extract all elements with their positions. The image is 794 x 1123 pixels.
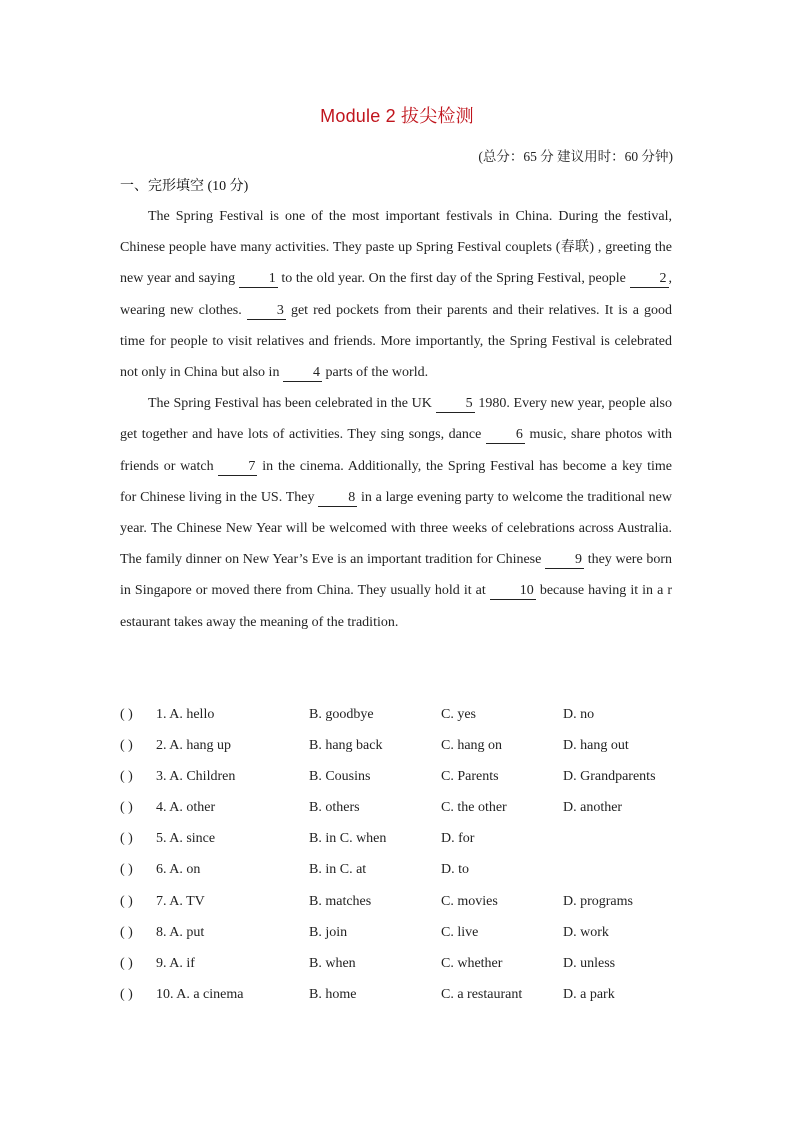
answer-paren[interactable]: ( ) xyxy=(120,738,133,754)
answer-paren[interactable]: ( ) xyxy=(120,986,133,1002)
question-row xyxy=(120,825,680,856)
passage-text: parts of the world. xyxy=(321,365,429,381)
question-row xyxy=(120,794,680,825)
option-a: 4. A. other xyxy=(156,800,216,816)
option-d: D. unless xyxy=(563,955,616,971)
option-a: 6. A. on xyxy=(156,862,201,878)
blank-8: 8 xyxy=(318,490,357,507)
option-b: B. join xyxy=(309,924,348,940)
paragraph-2 xyxy=(120,388,672,638)
question-row xyxy=(120,732,680,763)
question-list xyxy=(120,701,680,1012)
option-c: C. Parents xyxy=(441,769,499,785)
passage-text: , wearing new clothes. xyxy=(120,271,672,318)
answer-paren[interactable]: ( ) xyxy=(120,800,133,816)
option-b: B. home xyxy=(309,986,357,1002)
blank-1: 1 xyxy=(239,271,278,288)
blank-2: 2 xyxy=(630,271,669,288)
question-row xyxy=(120,701,680,732)
option-d: D. a park xyxy=(563,986,615,1002)
blank-10: 10 xyxy=(490,583,536,600)
option-d: D. programs xyxy=(563,893,633,909)
question-row xyxy=(120,981,680,1012)
page-title: Module 2 拔尖检测 xyxy=(320,106,474,126)
answer-paren[interactable]: ( ) xyxy=(120,924,133,940)
option-c: C. hang on xyxy=(441,738,503,754)
option-b: B. goodbye xyxy=(309,707,374,722)
option-c: C. a restaurant xyxy=(441,986,523,1002)
answer-paren[interactable]: ( ) xyxy=(120,955,133,971)
answer-paren[interactable]: ( ) xyxy=(120,893,133,909)
blank-9: 9 xyxy=(545,552,584,569)
option-d: D. another xyxy=(563,800,623,816)
paragraph-1 xyxy=(120,201,672,388)
question-row xyxy=(120,950,680,981)
passage-text: in the cinema. Additionally, the Spring Festival has become a key time for Chinese living in the US. They xyxy=(120,458,673,505)
option-c: C. live xyxy=(441,924,479,940)
blank-4: 4 xyxy=(283,365,322,382)
option-b: B. hang back xyxy=(309,738,383,754)
option-a: 7. A. TV xyxy=(156,893,205,909)
option-d: D. work xyxy=(563,924,609,940)
question-row xyxy=(120,919,680,950)
option-a: 9. A. if xyxy=(156,955,195,971)
option-a: 3. A. Children xyxy=(156,769,236,785)
passage-text: The Spring Festival has been celebrated in the UK xyxy=(148,396,436,412)
passage-text: The Spring Festival is one of the most important festivals in China. During the festival, Chinese people have many activities. They paste up Spring Festival couplets (春联) , greeting the new year and saying xyxy=(120,209,672,287)
option-c: D. to xyxy=(441,862,469,878)
option-a: 5. A. since xyxy=(156,831,216,847)
cloze-passage xyxy=(120,201,672,638)
option-d: D. no xyxy=(563,707,595,722)
option-b: B. matches xyxy=(309,893,372,909)
passage-text: in a large evening party to welcome the traditional new year. The Chinese New Year will be welcomed with three weeks of celebrations across Australia. The family dinner on New Year’s Eve is an important tradition for Chinese xyxy=(120,489,672,568)
option-d: D. Grandparents xyxy=(563,769,656,785)
question-row xyxy=(120,856,680,887)
question-row xyxy=(120,888,680,919)
option-c: C. yes xyxy=(441,707,476,722)
option-b: B. in C. at xyxy=(309,862,367,878)
option-a: 10. A. a cinema xyxy=(156,986,244,1002)
option-c: C. the other xyxy=(441,800,507,816)
blank-7: 7 xyxy=(218,459,257,476)
question-row xyxy=(120,763,680,794)
option-c: C. movies xyxy=(441,893,498,909)
blank-5: 5 xyxy=(436,396,475,413)
passage-text: because having it in a r estaurant takes away the meaning of the tradition. xyxy=(120,583,672,630)
option-b: B. others xyxy=(309,800,360,816)
answer-paren[interactable]: ( ) xyxy=(120,862,133,878)
option-c: D. for xyxy=(441,831,475,847)
option-a: 2. A. hang up xyxy=(156,738,232,754)
option-a: 8. A. put xyxy=(156,924,205,940)
option-a: 1. A. hello xyxy=(156,707,215,722)
passage-text: they were born in Singapore or moved there from China. They usually hold it at xyxy=(120,552,672,599)
option-d: D. hang out xyxy=(563,738,629,754)
option-c: C. whether xyxy=(441,955,503,971)
passage-text: to the old year. On the first day of the Spring Festival, people xyxy=(277,271,630,287)
passage-text: 1980. Every new year, people also get together and have lots of activities. They sing songs, dance xyxy=(120,396,672,443)
passage-text: music, share photos with friends or watch xyxy=(120,427,672,474)
score-time-info: (总分：65 分 建议用时：60 分钟) xyxy=(478,149,673,164)
option-b: B. when xyxy=(309,955,356,971)
answer-paren[interactable]: ( ) xyxy=(120,769,133,785)
section-heading: 一、完形填空 (10 分) xyxy=(120,179,249,194)
blank-6: 6 xyxy=(486,427,525,444)
option-b: B. in C. when xyxy=(309,831,387,847)
blank-3: 3 xyxy=(247,303,286,320)
answer-paren[interactable]: ( ) xyxy=(120,831,133,847)
answer-paren[interactable]: ( ) xyxy=(120,707,133,722)
passage-text: get red pockets from their parents and their relatives. It is a good time for people to visit relatives and friends. More importantly, the Spring Festival is celebrated not only in China but also in xyxy=(120,302,673,381)
option-b: B. Cousins xyxy=(309,769,371,785)
